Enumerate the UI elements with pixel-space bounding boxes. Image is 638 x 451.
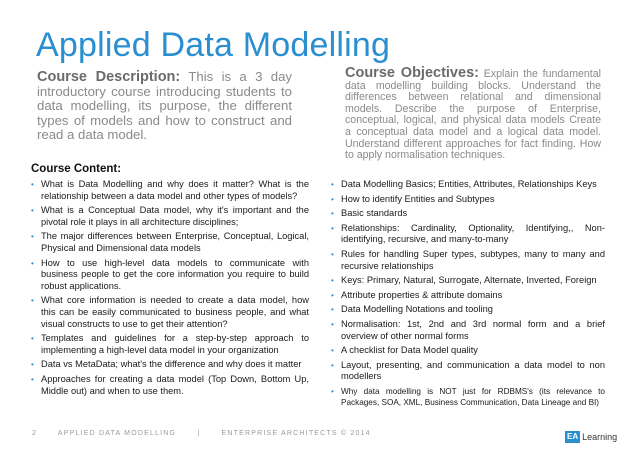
list-item: • How to use high-level data models to communicate with business people to get the core information you require to build robust applications. bbox=[31, 257, 309, 291]
course-content-left-list bbox=[31, 179, 309, 400]
slide-title: Applied Data Modelling bbox=[36, 26, 391, 64]
course-content-right-list bbox=[331, 179, 605, 411]
bullet-icon: • bbox=[31, 374, 34, 384]
bullet-icon: • bbox=[31, 232, 34, 242]
logo-mark: EA bbox=[567, 431, 579, 441]
bullet-icon: • bbox=[331, 194, 334, 204]
bullet-icon: • bbox=[31, 296, 34, 306]
bullet-icon: • bbox=[31, 334, 34, 344]
bullet-icon: • bbox=[331, 223, 334, 233]
course-objectives-text: Explain the fundamental data modelling building blocks. Understand the differences between relational and dimensional models. Describe the purpose of Enterprise, conceptual, logical, and physical data models Create a conceptual data model and a logical data model. Understand different approaches for fact finding. How to apply normalisation techniques. bbox=[345, 68, 601, 162]
list-item: • Layout, presenting, and communication a data model to non modellers bbox=[331, 359, 605, 382]
list-item: • Templates and guidelines for a step-by-step approach to implementing a high-level data model in your organization bbox=[31, 333, 309, 355]
course-objectives-heading: Course Objectives: bbox=[345, 65, 479, 81]
list-item: • Data vs MetaData; what's the difference and why does it matter bbox=[31, 359, 302, 370]
list-item: • Basic standards bbox=[331, 208, 408, 219]
list-item: • Attribute properties & attribute domains bbox=[331, 289, 503, 300]
bullet-icon: • bbox=[331, 276, 334, 286]
list-item: • Keys: Primary, Natural, Surrogate, Alternate, Inverted, Foreign bbox=[331, 275, 597, 286]
bullet-icon: • bbox=[331, 209, 334, 219]
list-item: • What is a Conceptual Data model, why it's important and the pivotal role it plays in all architecture disciplines; bbox=[31, 205, 309, 227]
bullet-icon: • bbox=[331, 305, 334, 315]
list-item: • Data Modelling Notations and tooling bbox=[331, 304, 493, 315]
list-item: • Why data modelling is NOT just for RDBMS's (its relevance to Packages, SOA, XML, Business Communication, Data Lineage and BI) bbox=[331, 386, 605, 407]
list-item: • Data Modelling Basics; Entities, Attributes, Relationships Keys bbox=[331, 179, 597, 189]
list-item: • Relationships: Cardinality, Optionality, Identifying,, Non-identifying, recursive, and many-to-many bbox=[331, 222, 605, 245]
bullet-icon: • bbox=[31, 206, 34, 216]
bullet-icon: • bbox=[331, 360, 334, 370]
bullet-icon: • bbox=[331, 290, 334, 300]
footer-company: ENTERPRISE ARCHITECTS © 2014 bbox=[221, 430, 371, 437]
slide-footer bbox=[32, 430, 389, 437]
list-item: • What is Data Modelling and why does it matter? What is the relationship between a data model and other types of models? bbox=[31, 179, 309, 201]
list-item: • Approaches for creating a data model (Top Down, Bottom Up, Middle out) and when to use them. bbox=[31, 373, 309, 396]
list-item: • Normalisation: 1st, 2nd and 3rd normal form and a brief overview of other normal forms bbox=[331, 318, 605, 341]
page-number: 2 bbox=[32, 430, 38, 437]
bullet-icon: • bbox=[31, 180, 34, 189]
course-objectives bbox=[345, 65, 601, 162]
bullet-icon: • bbox=[331, 386, 334, 396]
list-item: • How to identify Entities and Subtypes bbox=[331, 193, 495, 204]
course-description-text: This is a 3 day introductory course introducing students to data modelling, its purpose, the different types of models and how to construct and read a data model. bbox=[37, 69, 292, 143]
course-content-heading: Course Content: bbox=[31, 163, 122, 175]
list-item: • What core information is needed to create a data model, how this can be easily communicated to business people, and what visual constructs to use to get their attention? bbox=[31, 295, 309, 329]
course-description bbox=[37, 70, 292, 143]
bullet-icon: • bbox=[331, 319, 334, 329]
bullet-icon: • bbox=[331, 249, 334, 259]
list-item: • A checklist for Data Model quality bbox=[331, 345, 478, 356]
ea-learning-logo bbox=[565, 430, 617, 443]
footer-separator: | bbox=[197, 430, 201, 437]
logo-word: Learning bbox=[582, 431, 618, 442]
course-description-heading: Course Description: bbox=[37, 69, 181, 85]
list-item: • Rules for handling Super types, subtypes, many to many and recursive relationships bbox=[331, 248, 605, 271]
bullet-icon: • bbox=[331, 180, 334, 189]
footer-course-name: APPLIED DATA MODELLING bbox=[57, 430, 177, 437]
bullet-icon: • bbox=[331, 346, 334, 356]
bullet-icon: • bbox=[31, 258, 34, 268]
list-item: • The major differences between Enterprise, Conceptual, Logical, Physical and Dimensional data models bbox=[31, 231, 309, 253]
bullet-icon: • bbox=[31, 360, 34, 370]
